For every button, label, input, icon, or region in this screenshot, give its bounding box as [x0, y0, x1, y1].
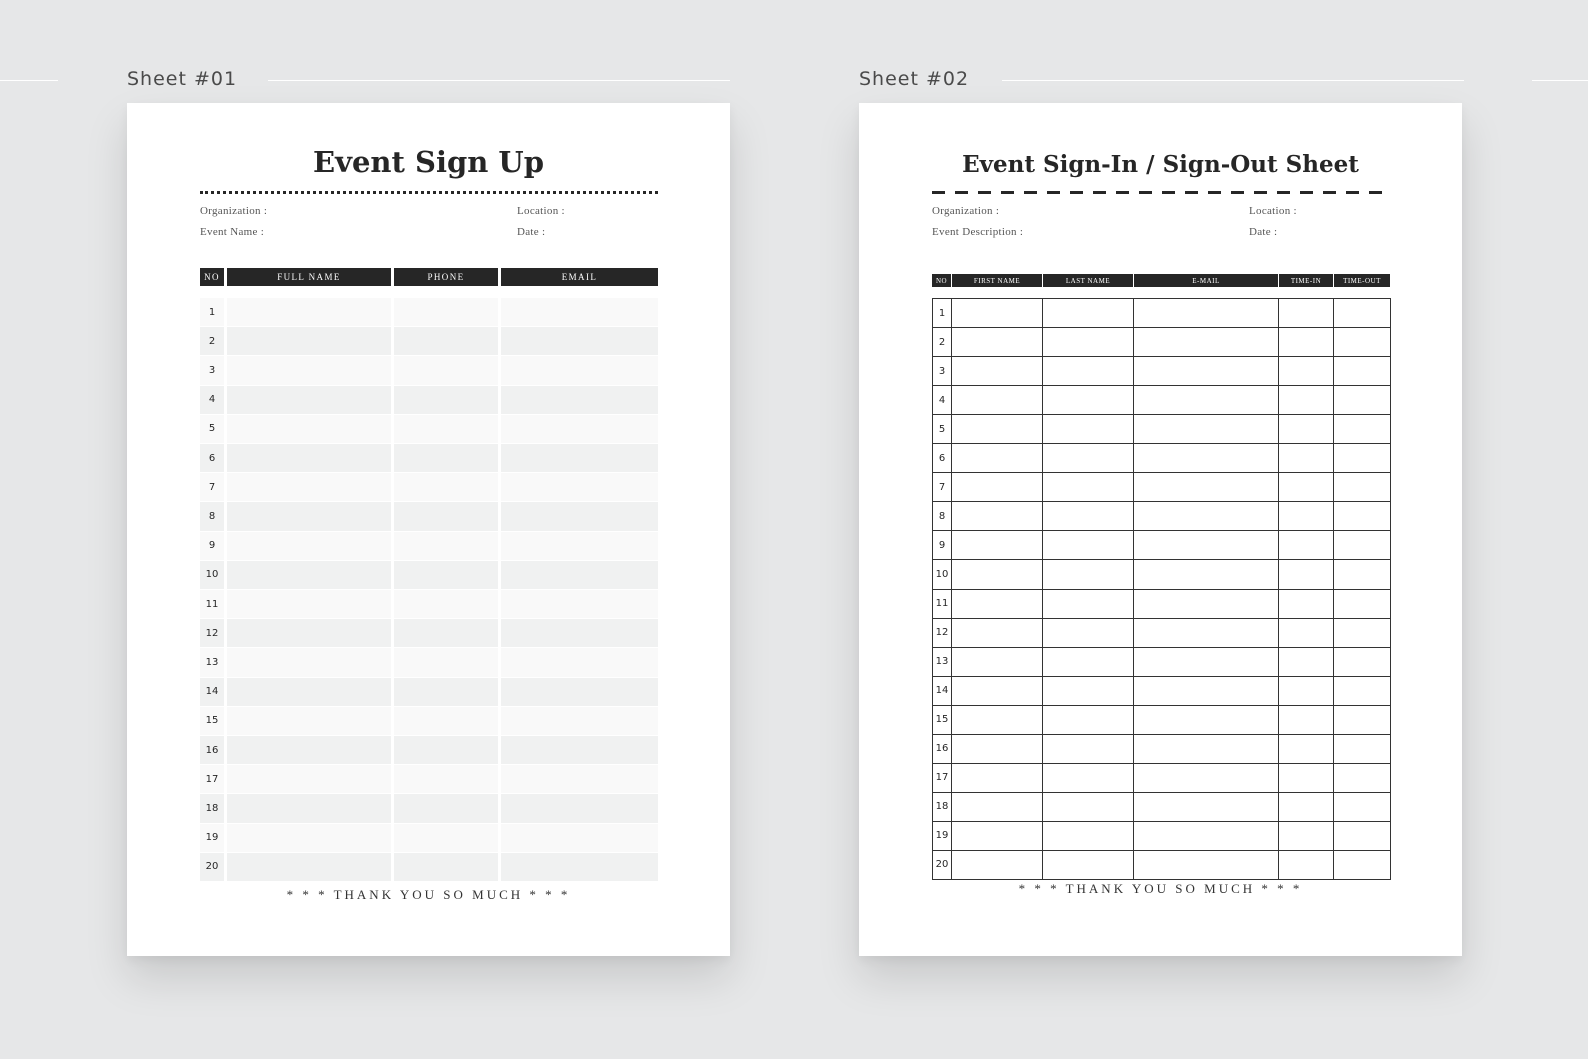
email-cell[interactable] [501, 356, 658, 384]
time-in-cell[interactable] [1279, 793, 1333, 821]
phone-cell[interactable] [394, 648, 498, 676]
location-field: Location : [517, 205, 565, 217]
thank-you-footer: * * * THANK YOU SO MUCH * * * [286, 887, 571, 902]
last-name-cell[interactable] [1043, 619, 1133, 647]
row-number: 18 [935, 801, 949, 813]
full-name-cell[interactable] [227, 444, 391, 472]
row-number: 8 [200, 502, 224, 530]
full-name-cell[interactable] [227, 561, 391, 589]
sheet-2-title: Event Sign-In / Sign-Out Sheet [962, 151, 1359, 178]
last-name-cell[interactable] [1043, 357, 1133, 385]
time-out-cell[interactable] [1334, 590, 1390, 618]
row-number: 17 [935, 772, 949, 784]
row-number: 13 [200, 648, 224, 676]
row-number: 17 [200, 765, 224, 793]
sheet-event-sign-up [127, 103, 730, 956]
full-name-cell[interactable] [227, 824, 391, 852]
full-name-cell[interactable] [227, 707, 391, 735]
email-cell[interactable] [501, 298, 658, 326]
first-name-cell[interactable] [952, 473, 1042, 501]
last-name-cell[interactable] [1043, 386, 1133, 414]
phone-cell[interactable] [394, 678, 498, 706]
email-cell[interactable] [501, 415, 658, 443]
time-in-cell[interactable] [1279, 590, 1333, 618]
row-number: 5 [938, 423, 946, 435]
row-number: 15 [200, 707, 224, 735]
email-cell[interactable] [501, 707, 658, 735]
row-number: 5 [200, 415, 224, 443]
row-number: 15 [935, 714, 949, 726]
title-dashed-rule [932, 191, 1390, 194]
phone-cell[interactable] [394, 444, 498, 472]
email-cell[interactable] [1134, 444, 1278, 472]
time-out-cell[interactable] [1334, 502, 1390, 530]
email-cell[interactable] [501, 824, 658, 852]
column-header-email: EMAIL [501, 268, 658, 286]
row-number: 9 [200, 532, 224, 560]
email-cell[interactable] [501, 473, 658, 501]
time-out-cell[interactable] [1334, 444, 1390, 472]
last-name-cell[interactable] [1043, 502, 1133, 530]
row-number: 3 [938, 365, 946, 377]
grid-column-line [1390, 298, 1391, 880]
time-in-cell[interactable] [1279, 473, 1333, 501]
row-number: 14 [935, 685, 949, 697]
time-in-cell[interactable] [1279, 502, 1333, 530]
time-in-cell[interactable] [1279, 328, 1333, 356]
email-cell[interactable] [501, 590, 658, 618]
first-name-cell[interactable] [952, 502, 1042, 530]
row-number: 10 [935, 568, 949, 580]
time-out-cell[interactable] [1334, 560, 1390, 588]
email-cell[interactable] [1134, 473, 1278, 501]
last-name-cell[interactable] [1043, 764, 1133, 792]
full-name-cell[interactable] [227, 532, 391, 560]
column-header-last-name: LAST NAME [1043, 274, 1133, 287]
row-number: 6 [938, 452, 946, 464]
decorative-line [0, 80, 58, 81]
email-cell[interactable] [1134, 677, 1278, 705]
first-name-cell[interactable] [952, 357, 1042, 385]
time-in-cell[interactable] [1279, 677, 1333, 705]
row-number: 14 [200, 678, 224, 706]
column-header-no: NO [200, 268, 224, 286]
full-name-cell[interactable] [227, 415, 391, 443]
phone-cell[interactable] [394, 619, 498, 647]
time-out-cell[interactable] [1334, 851, 1390, 879]
email-cell[interactable] [1134, 415, 1278, 443]
first-name-cell[interactable] [952, 851, 1042, 879]
time-in-cell[interactable] [1279, 386, 1333, 414]
time-in-cell[interactable] [1279, 851, 1333, 879]
time-out-cell[interactable] [1334, 299, 1390, 327]
full-name-cell[interactable] [227, 853, 391, 881]
first-name-cell[interactable] [952, 590, 1042, 618]
phone-cell[interactable] [394, 590, 498, 618]
full-name-cell[interactable] [227, 298, 391, 326]
email-cell[interactable] [1134, 328, 1278, 356]
row-number: 1 [200, 298, 224, 326]
email-cell[interactable] [501, 853, 658, 881]
column-header-first-name: FIRST NAME [952, 274, 1042, 287]
full-name-cell[interactable] [227, 590, 391, 618]
time-in-cell[interactable] [1279, 706, 1333, 734]
last-name-cell[interactable] [1043, 677, 1133, 705]
full-name-cell[interactable] [227, 502, 391, 530]
time-out-cell[interactable] [1334, 648, 1390, 676]
email-cell[interactable] [1134, 706, 1278, 734]
full-name-cell[interactable] [227, 648, 391, 676]
last-name-cell[interactable] [1043, 299, 1133, 327]
decorative-line [1002, 80, 1464, 81]
last-name-cell[interactable] [1043, 735, 1133, 763]
row-number: 11 [200, 590, 224, 618]
time-in-cell[interactable] [1279, 299, 1333, 327]
phone-cell[interactable] [394, 736, 498, 764]
full-name-cell[interactable] [227, 736, 391, 764]
row-number: 9 [938, 539, 946, 551]
first-name-cell[interactable] [952, 619, 1042, 647]
email-cell[interactable] [1134, 502, 1278, 530]
sheet-1-title: Event Sign Up [313, 145, 544, 179]
full-name-cell[interactable] [227, 356, 391, 384]
time-out-cell[interactable] [1334, 706, 1390, 734]
phone-cell[interactable] [394, 473, 498, 501]
first-name-cell[interactable] [952, 677, 1042, 705]
row-number: 19 [935, 830, 949, 842]
row-number: 16 [935, 743, 949, 755]
row-number: 3 [200, 356, 224, 384]
first-name-cell[interactable] [952, 299, 1042, 327]
column-header-phone: PHONE [394, 268, 498, 286]
row-number: 11 [935, 598, 949, 610]
first-name-cell[interactable] [952, 822, 1042, 850]
last-name-cell[interactable] [1043, 473, 1133, 501]
full-name-cell[interactable] [227, 327, 391, 355]
email-cell[interactable] [1134, 299, 1278, 327]
time-in-cell[interactable] [1279, 735, 1333, 763]
row-number: 4 [200, 386, 224, 414]
time-in-cell[interactable] [1279, 357, 1333, 385]
email-cell[interactable] [1134, 648, 1278, 676]
phone-cell[interactable] [394, 794, 498, 822]
row-number: 12 [935, 627, 949, 639]
email-cell[interactable] [1134, 822, 1278, 850]
phone-cell[interactable] [394, 824, 498, 852]
time-out-cell[interactable] [1334, 386, 1390, 414]
row-number: 7 [938, 481, 946, 493]
email-cell[interactable] [1134, 793, 1278, 821]
first-name-cell[interactable] [952, 328, 1042, 356]
first-name-cell[interactable] [952, 531, 1042, 559]
phone-cell[interactable] [394, 532, 498, 560]
time-in-cell[interactable] [1279, 619, 1333, 647]
phone-cell[interactable] [394, 415, 498, 443]
organization-field: Organization : [200, 205, 268, 217]
last-name-cell[interactable] [1043, 822, 1133, 850]
decorative-line [1532, 80, 1588, 81]
row-number: 20 [935, 859, 949, 871]
time-in-cell[interactable] [1279, 560, 1333, 588]
phone-cell[interactable] [394, 298, 498, 326]
last-name-cell[interactable] [1043, 590, 1133, 618]
email-cell[interactable] [1134, 560, 1278, 588]
row-number: 2 [938, 336, 946, 348]
email-cell[interactable] [501, 561, 658, 589]
column-header-time-out: TIME-OUT [1334, 274, 1390, 287]
first-name-cell[interactable] [952, 560, 1042, 588]
grid-row-line [932, 879, 1391, 880]
first-name-cell[interactable] [952, 706, 1042, 734]
time-out-cell[interactable] [1334, 822, 1390, 850]
phone-cell[interactable] [394, 765, 498, 793]
phone-cell[interactable] [394, 386, 498, 414]
first-name-cell[interactable] [952, 386, 1042, 414]
email-cell[interactable] [1134, 590, 1278, 618]
phone-cell[interactable] [394, 707, 498, 735]
last-name-cell[interactable] [1043, 851, 1133, 879]
row-number: 6 [200, 444, 224, 472]
row-number: 1 [938, 307, 946, 319]
phone-cell[interactable] [394, 853, 498, 881]
last-name-cell[interactable] [1043, 328, 1133, 356]
row-number: 10 [200, 561, 224, 589]
email-cell[interactable] [501, 619, 658, 647]
organization-field: Organization : [932, 205, 1000, 217]
email-cell[interactable] [501, 502, 658, 530]
time-out-cell[interactable] [1334, 764, 1390, 792]
row-number: 12 [200, 619, 224, 647]
time-out-cell[interactable] [1334, 619, 1390, 647]
email-cell[interactable] [501, 678, 658, 706]
decorative-line [268, 80, 730, 81]
full-name-cell[interactable] [227, 678, 391, 706]
time-out-cell[interactable] [1334, 415, 1390, 443]
time-out-cell[interactable] [1334, 677, 1390, 705]
column-header-time-in: TIME-IN [1279, 274, 1333, 287]
email-cell[interactable] [1134, 764, 1278, 792]
email-cell[interactable] [501, 648, 658, 676]
first-name-cell[interactable] [952, 648, 1042, 676]
email-cell[interactable] [1134, 386, 1278, 414]
email-cell[interactable] [501, 386, 658, 414]
email-cell[interactable] [1134, 619, 1278, 647]
phone-cell[interactable] [394, 561, 498, 589]
row-number: 8 [938, 510, 946, 522]
date-field: Date : [517, 226, 546, 238]
time-in-cell[interactable] [1279, 648, 1333, 676]
column-header-full-name: FULL NAME [227, 268, 391, 286]
time-in-cell[interactable] [1279, 764, 1333, 792]
time-out-cell[interactable] [1334, 793, 1390, 821]
full-name-cell[interactable] [227, 619, 391, 647]
phone-cell[interactable] [394, 356, 498, 384]
row-number: 4 [938, 394, 946, 406]
row-number: 20 [200, 853, 224, 881]
event-name-field: Event Name : [200, 226, 265, 238]
row-number: 7 [200, 473, 224, 501]
row-number: 13 [935, 656, 949, 668]
last-name-cell[interactable] [1043, 415, 1133, 443]
time-in-cell[interactable] [1279, 531, 1333, 559]
time-out-cell[interactable] [1334, 473, 1390, 501]
full-name-cell[interactable] [227, 473, 391, 501]
column-header-no: NO [932, 274, 951, 287]
column-header-email: E-MAIL [1134, 274, 1278, 287]
time-out-cell[interactable] [1334, 531, 1390, 559]
title-dotted-rule [200, 191, 658, 194]
row-number: 18 [200, 794, 224, 822]
first-name-cell[interactable] [952, 735, 1042, 763]
first-name-cell[interactable] [952, 444, 1042, 472]
full-name-cell[interactable] [227, 386, 391, 414]
time-out-cell[interactable] [1334, 328, 1390, 356]
email-cell[interactable] [501, 794, 658, 822]
row-number: 2 [200, 327, 224, 355]
sheet-2-label: Sheet #02 [859, 68, 970, 90]
thank-you-footer: * * * THANK YOU SO MUCH * * * [1018, 881, 1303, 896]
row-number: 19 [200, 824, 224, 852]
time-in-cell[interactable] [1279, 822, 1333, 850]
last-name-cell[interactable] [1043, 706, 1133, 734]
sheet-sign-in-sign-out [859, 103, 1462, 956]
email-cell[interactable] [501, 765, 658, 793]
email-cell[interactable] [1134, 357, 1278, 385]
first-name-cell[interactable] [952, 415, 1042, 443]
last-name-cell[interactable] [1043, 648, 1133, 676]
email-cell[interactable] [501, 532, 658, 560]
phone-cell[interactable] [394, 502, 498, 530]
time-out-cell[interactable] [1334, 735, 1390, 763]
email-cell[interactable] [501, 736, 658, 764]
time-in-cell[interactable] [1279, 415, 1333, 443]
full-name-cell[interactable] [227, 765, 391, 793]
time-in-cell[interactable] [1279, 444, 1333, 472]
sheet-1-label: Sheet #01 [127, 68, 238, 90]
first-name-cell[interactable] [952, 793, 1042, 821]
phone-cell[interactable] [394, 327, 498, 355]
last-name-cell[interactable] [1043, 793, 1133, 821]
time-out-cell[interactable] [1334, 357, 1390, 385]
row-number: 16 [200, 736, 224, 764]
last-name-cell[interactable] [1043, 444, 1133, 472]
email-cell[interactable] [1134, 735, 1278, 763]
last-name-cell[interactable] [1043, 531, 1133, 559]
event-description-field: Event Description : [932, 226, 1024, 238]
location-field: Location : [1249, 205, 1297, 217]
email-cell[interactable] [1134, 851, 1278, 879]
email-cell[interactable] [501, 444, 658, 472]
last-name-cell[interactable] [1043, 560, 1133, 588]
full-name-cell[interactable] [227, 794, 391, 822]
email-cell[interactable] [501, 327, 658, 355]
email-cell[interactable] [1134, 531, 1278, 559]
first-name-cell[interactable] [952, 764, 1042, 792]
date-field: Date : [1249, 226, 1278, 238]
